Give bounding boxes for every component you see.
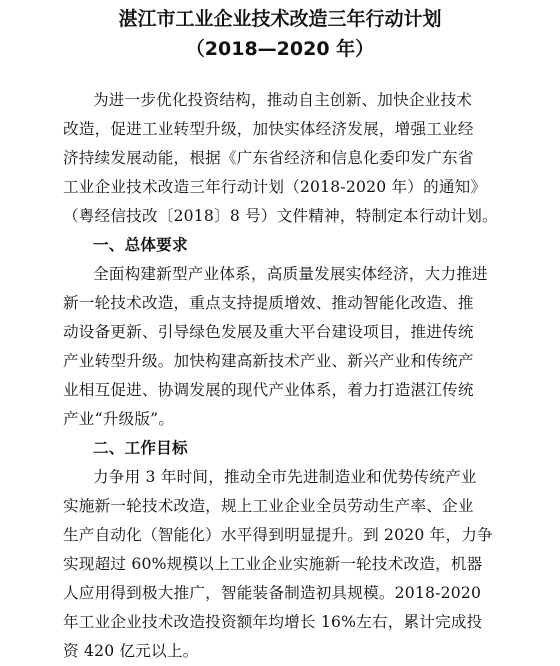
intro-line: （粤经信技改〔2018〕8 号）文件精神，特制定本行动计划。 [63, 207, 498, 225]
section1-line: 产业转型升级。加快构建高新技术产业、新兴产业和传统产 [63, 352, 474, 370]
section2-line: 人应用得到极大推广，智能装备制造初具规模。2018-2020 [63, 584, 482, 602]
section2-line: 实现超过 60%规模以上工业企业实施新一轮技术改造，机器 [63, 555, 483, 573]
section-heading-overall-requirements: 一、总体要求 [93, 236, 188, 254]
document-body [63, 86, 498, 666]
section1-line: 全面构建新型产业体系，高质量发展实体经济，大力推进 [93, 265, 488, 283]
section1-line: 新一轮技术改造，重点支持提质增效、推动智能化改造、推 [63, 294, 474, 312]
section2-line: 力争用 3 年时间，推动全市先进制造业和优势传统产业 [93, 468, 477, 486]
intro-line: 为进一步优化投资结构，推动自主创新、加快企业技术 [93, 91, 473, 109]
section1-line: 业相互促进、协调发展的现代产业体系，着力打造湛江传统 [63, 381, 474, 399]
section2-line: 生产自动化（智能化）水平得到明显提升。到 2020 年，力争 [63, 526, 493, 544]
section-heading-work-goals: 二、工作目标 [93, 439, 188, 457]
section2-line: 资 420 亿元以上。 [63, 642, 199, 660]
section1-line: 动设备更新、引导绿色发展及重大平台建设项目，推进传统 [63, 323, 474, 341]
section2-line: 实施新一轮技术改造，规上工业企业全员劳动生产率、企业 [63, 497, 474, 515]
section1-line: 产业“升级版”。 [63, 410, 175, 428]
intro-line: 济持续发展动能，根据《广东省经济和信息化委印发广东省 [63, 149, 474, 167]
intro-line: 工业企业技术改造三年行动计划（2018-2020 年）的通知》 [63, 178, 487, 196]
intro-line: 改造，促进工业转型升级，加快实体经济发展，增强工业经 [63, 120, 474, 138]
document-title: 湛江市工业企业技术改造三年行动计划 [118, 8, 442, 30]
section2-line: 年工业企业技术改造投资额年均增长 16%左右，累计完成投 [63, 613, 483, 631]
document-subtitle-years: （2018—2020 年） [185, 38, 375, 60]
